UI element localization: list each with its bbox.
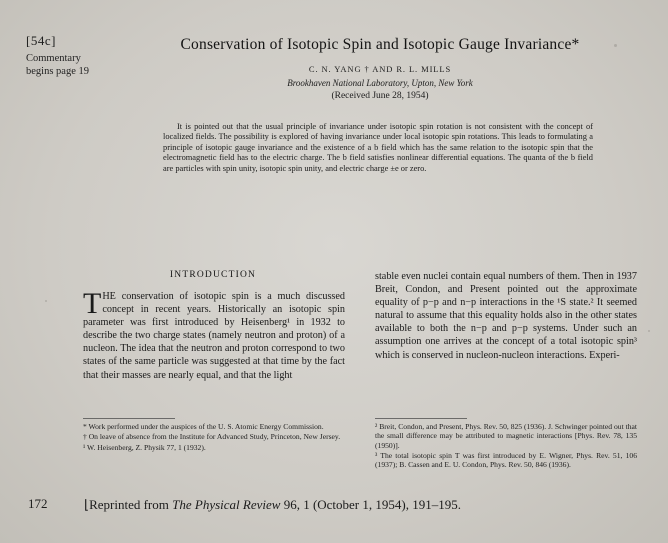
scan-speck	[45, 300, 47, 302]
footnote-item: * Work performed under the auspices of the U. S. Atomic Energy Commission.	[83, 422, 324, 431]
footnote-item: ¹ W. Heisenberg, Z. Physik 77, 1 (1932).	[83, 442, 206, 452]
bracket-number: [54c]	[26, 33, 56, 48]
reprint-suffix: 96, 1 (October 1, 1954), 191–195.	[280, 497, 461, 512]
footnote-item: † On leave of absence from the Institute for Advanced Study, Princeton, New Jersey.	[83, 432, 341, 442]
footnote-item: ³ The total isotopic spin T was first introduced by E. Wigner, Phys. Rev. 51, 106 (1937); B. Cassen and E. U. Condon, Phys. Rev. 50, 846 (1936).	[375, 450, 637, 470]
commentary-note: Commentary begins page 19	[26, 53, 89, 77]
footnote-rule-right	[375, 418, 467, 419]
scan-speck	[614, 44, 617, 47]
reprint-prefix: Reprinted from	[89, 497, 173, 512]
received-date: (Received June 28, 1954)	[331, 91, 429, 101]
footnotes-right	[375, 422, 637, 470]
abstract-text	[163, 122, 593, 174]
footnote-item: ² Breit, Condon, and Present, Phys. Rev. 50, 825 (1936). J. Schwinger pointed out that the small difference may be attributed to magnetic interactions [Phys. Rev. 78, 135 (1950)].	[375, 422, 637, 450]
drop-cap: T	[83, 287, 102, 320]
page-number: 172	[28, 496, 48, 511]
footnote-rule-left	[83, 418, 175, 419]
footnotes-left	[83, 422, 345, 453]
body-column-left	[83, 287, 345, 382]
author-line: C. N. YANG † AND R. L. MILLS	[308, 64, 452, 74]
reprint-journal: The Physical Review	[172, 497, 281, 512]
page-title: Conservation of Isotopic Spin and Isotopic Gauge Invariance*	[180, 36, 580, 53]
affiliation-line: Brookhaven National Laboratory, Upton, New York	[287, 78, 473, 88]
reprint-line: ⌊Reprinted from The Physical Review 96, 1 (October 1, 1954), 191–195.	[84, 497, 461, 512]
body-right-text: stable even nuclei contain equal numbers of them. Then in 1937 Breit, Condon, and Present pointed out the approximate equality of p−p and n−p interactions in the ¹S state.² It seemed natural to assume that this equality holds also in the other states available to both the n−p and p−p systems. Under such an assumption one arrives at the concept of a total isotopic spin³ which is conserved in nucleon-nucleon interactions. Experi-	[375, 271, 637, 361]
scan-speck	[648, 330, 650, 332]
abstract-body: It is pointed out that the usual principle of invariance under isotopic spin rotation is not consistent with the concept of localized fields. The possibility is explored of having invariance under local isotopic spin rotations. This leads to formulating a principle of isotopic gauge invariance and the existence of a b field which has the same relation to the isotopic spin that the electromagnetic field has to the electric charge. The b field satisfies nonlinear differential equations. The quanta of the b field are particles with spin unity, isotopic spin unity, and electric charge ±e or zero.	[163, 122, 593, 173]
body-column-right	[375, 270, 637, 362]
section-heading: INTRODUCTION	[169, 270, 257, 280]
body-left-text: HE conservation of isotopic spin is a much discussed concept in recent years. Historically an isotopic spin parameter was first introduced by Heisenberg¹ in 1932 to describe the two charge states (namely neutron and proton) of a nucleon. The idea that the neutron and proton correspond to two states of the same particle was suggested at that time by the fact that their masses are nearly equal, and that the light	[83, 291, 345, 381]
